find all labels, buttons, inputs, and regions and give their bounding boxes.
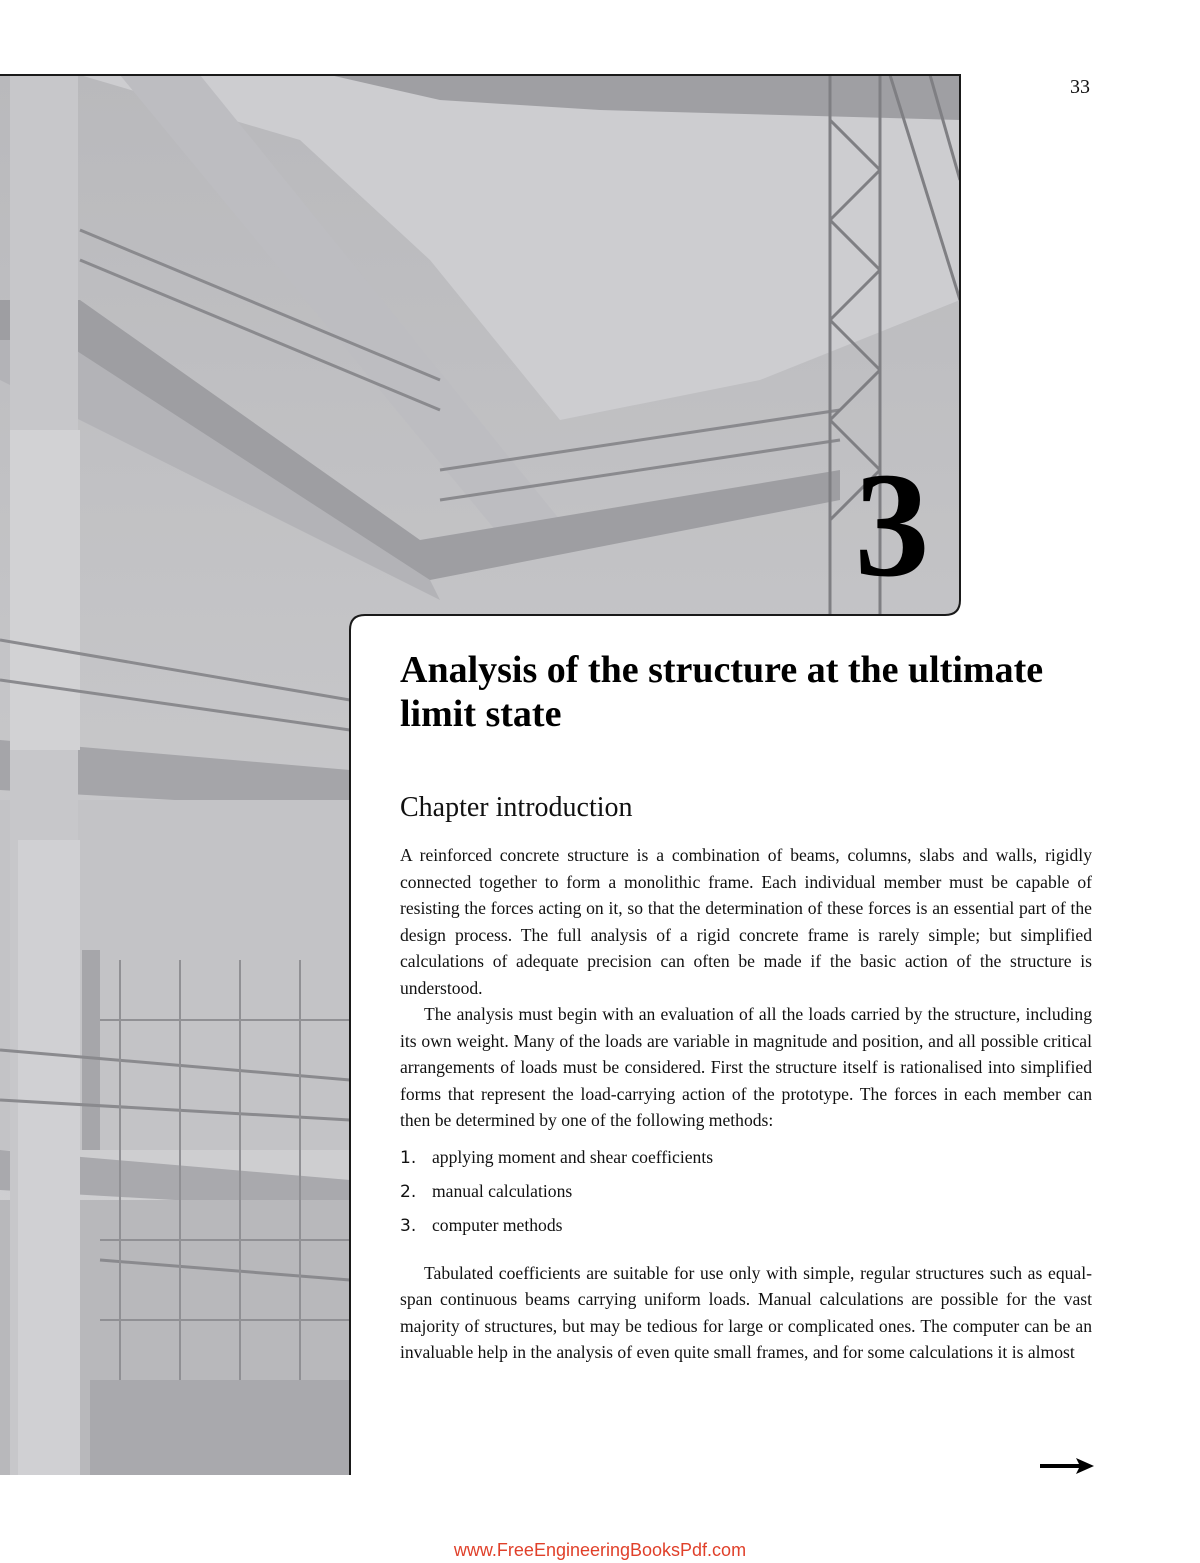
methods-list <box>400 1144 1092 1246</box>
body-text <box>400 842 1092 1366</box>
paragraph-1: A reinforced concrete structure is a combination of beams, columns, slabs and walls, rigidly connected together to form a monolithic frame. Each individual member must be capable of resisting the forces acting on it, so that the determination of these forces is an essential part of the design process. The full analysis of a rigid concrete frame is rarely simple; but simplified calculations of adequate precision can often be made if the basic action of the structure is understood. <box>400 845 1092 998</box>
list-item <box>400 1178 1092 1212</box>
chapter-number: 3 <box>854 442 930 608</box>
list-item <box>400 1212 1092 1246</box>
list-item-number: 1. <box>400 1147 417 1168</box>
list-item-text: manual calculations <box>432 1180 573 1201</box>
page-number: 33 <box>1070 76 1090 98</box>
section-heading: Chapter introduction <box>400 792 633 823</box>
footer-link[interactable]: www.FreeEngineeringBooksPdf.com <box>453 1540 747 1560</box>
list-item-text: applying moment and shear coefficients <box>432 1146 714 1167</box>
paragraph-2: The analysis must begin with an evaluation of all the loads carried by the structure, including its own weight. Many of the loads are variable in magnitude and position, and all possible critical arrangements of loads must be considered. First the structure itself is rationalised into simplified forms that represent the load-carrying action of the prototype. The forces in each member can then be determined by one of the following methods: <box>400 1004 1092 1130</box>
list-item-text: computer methods <box>432 1214 563 1235</box>
list-item-number: 2. <box>400 1181 417 1202</box>
list-item-number: 3. <box>400 1215 417 1236</box>
paragraph-3: Tabulated coefficients are suitable for use only with simple, regular structures such as equal-span continuous beams carrying uniform loads. Manual calculations are possible for the vast majority of structures, but may be tedious for large or complicated ones. The computer can be an invaluable help in the analysis of even quite small frames, and for some calculations it is almost <box>400 1262 1092 1362</box>
continue-arrow-icon <box>1040 1458 1094 1474</box>
list-item <box>400 1144 1092 1178</box>
chapter-title: Analysis of the structure at the ultimate limit state <box>400 649 1044 735</box>
